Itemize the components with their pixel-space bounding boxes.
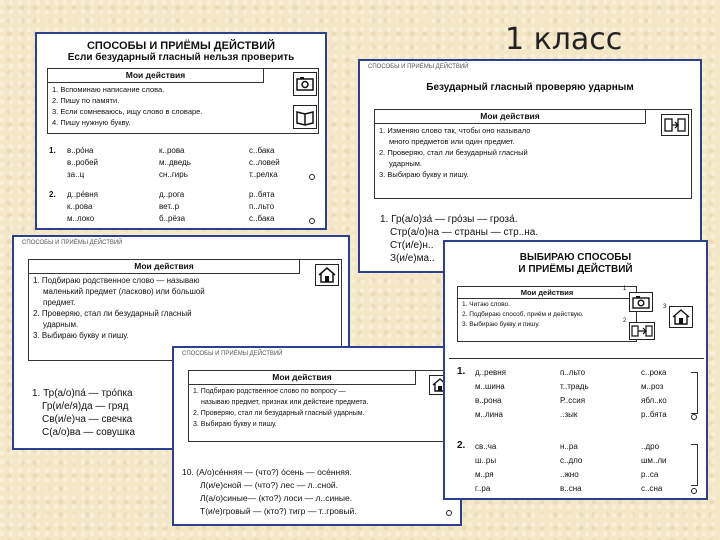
card1-subtitle: Если безударный гласный нельзя проверить	[67, 52, 295, 63]
bracket	[691, 372, 698, 414]
example-line: 10. (А/о)се́нняя — (что?) о́сень — осе́нняя.	[182, 467, 352, 477]
word: н..ра	[560, 442, 578, 451]
card5-tag: 2	[623, 318, 627, 324]
word: д..ревня	[475, 368, 507, 377]
card2-step: 3. Выбираю букву и пишу.	[379, 170, 469, 179]
word: ..дро	[641, 442, 660, 451]
word: м..дведь	[159, 158, 191, 167]
example-line: Ст(и/е)н..	[390, 240, 434, 251]
word: г..ра	[475, 484, 491, 493]
card5-tag: 3	[663, 304, 667, 310]
card4-header: СПОСОБЫ И ПРИЁМЫ ДЕЙСТВИЙ	[182, 351, 283, 357]
word: м..роз	[641, 382, 664, 391]
word: м..лина	[475, 410, 503, 419]
card3-step: 1. Подбираю родственное слово — называю	[33, 276, 200, 285]
word: вет..р	[159, 202, 180, 211]
card4-actions-box	[188, 370, 454, 442]
word: св..ча	[475, 442, 497, 451]
word: р..са	[641, 470, 659, 479]
word: м..локо	[67, 214, 95, 223]
card2-step: 1. Изменяю слово так, чтобы оно называло	[379, 126, 531, 135]
word: м..ря	[475, 470, 494, 479]
card5-title: ВЫБИРАЮ СПОСОБЫ	[519, 252, 632, 263]
card2-step: много предметов или один предмет.	[389, 137, 515, 146]
card5-divider	[449, 358, 704, 359]
bracket	[691, 444, 698, 486]
word: с..дло	[560, 456, 583, 465]
card1-ex1-number: 1.	[49, 146, 56, 155]
swap-arrows-icon	[629, 322, 655, 340]
word: к..рова	[159, 146, 185, 155]
word: за..ц	[67, 170, 85, 179]
card1-step: 1. Вспоминаю написание слова.	[52, 85, 165, 94]
card1-ex2-col	[249, 189, 275, 225]
card3-examples	[32, 387, 135, 439]
card1-step: 3. Если сомневаюсь, ищу слово в словаре.	[52, 107, 203, 116]
card3-step: маленький предмет (ласково) или большой	[43, 287, 205, 296]
card-choose-method	[443, 240, 708, 500]
card5-step: 3. Выбираю букву и пишу.	[462, 321, 540, 328]
word: в..рона	[475, 396, 502, 405]
card5-actions-box	[457, 286, 637, 342]
card4-step: 3. Выбираю букву и пишу.	[193, 421, 277, 428]
card1-ex1-col	[67, 145, 98, 181]
house-icon	[315, 264, 339, 286]
card5-tag: 1	[623, 286, 627, 292]
example-line: 1. Гр(а/о)за́ — гро́зы — гроза́.	[380, 214, 518, 225]
word: п..льто	[249, 202, 275, 211]
card5-step: 1. Читаю слово.	[462, 301, 510, 308]
card5-ex2-col	[475, 440, 496, 496]
answer-circle	[446, 510, 452, 516]
word: с..ловей	[249, 158, 280, 167]
swap-arrows-icon	[661, 114, 689, 136]
card4-box-title: Мои действия	[189, 371, 416, 385]
word: п..льто	[560, 368, 586, 377]
card4-step: 1. Подбираю родственное слово по вопросу —	[193, 388, 346, 395]
card1-box-title: Мои действия	[48, 69, 264, 83]
word: с..сна	[641, 484, 663, 493]
example-line: Гр(и/е/я)да — гряд	[42, 401, 129, 412]
word: д..рога	[159, 190, 185, 199]
example-line: Л(а/о)синые— (кто?) лоси — л..синые.	[200, 493, 353, 503]
word: б..рёза	[159, 214, 186, 223]
camera-icon	[293, 72, 317, 96]
example-line: Л(и/е)сной — (что?) лес — л..сной.	[200, 480, 339, 490]
card5-ex2-col	[560, 440, 582, 496]
example-line: С(а/о)ва — совушка	[42, 427, 136, 438]
card1-ex2-number: 2.	[49, 190, 56, 199]
card5-ex1-col	[641, 366, 667, 422]
word: ябл..ко	[641, 396, 667, 405]
example-line: Св(и/е)ча — свечка	[42, 414, 133, 425]
card5-ex1-number: 1.	[457, 366, 466, 377]
card5-subtitle: И ПРИЁМЫ ДЕЙСТВИЙ	[518, 264, 633, 275]
word: с..бака	[249, 214, 275, 223]
card1-ex2-col	[67, 189, 98, 225]
card-unchecked-vowel	[35, 32, 327, 230]
card-question-word	[172, 346, 462, 526]
example-line: Стр(а/о)на — страны — стр..на.	[390, 227, 539, 238]
answer-circle	[309, 174, 315, 180]
word: шм..ли	[641, 456, 667, 465]
card4-examples	[182, 466, 357, 518]
card3-step: ударным.	[43, 320, 79, 329]
word: р..бята	[249, 190, 275, 199]
card2-title: Безударный гласный проверяю ударным	[426, 82, 634, 93]
page-title: 1 класс	[505, 22, 623, 57]
card3-step: 2. Проверяю, стал ли безударный гласный	[33, 309, 192, 318]
card2-step: 2. Проверяю, стал ли безударный гласный	[379, 148, 528, 157]
card4-step: 2. Проверяю, стал ли безударный гласный ударным.	[193, 410, 365, 417]
word: р..бята	[641, 410, 667, 419]
word: д..ре́вня	[67, 190, 99, 199]
example-line: З(и/е)ма..	[390, 253, 435, 264]
house-icon	[669, 306, 693, 328]
word: в..робей	[67, 158, 99, 167]
word: ..зык	[560, 410, 578, 419]
card4-step: называю предмет, признак или действие предмета.	[201, 399, 369, 406]
card2-header: СПОСОБЫ И ПРИЁМЫ ДЕЙСТВИЙ	[368, 64, 469, 70]
answer-circle	[309, 218, 315, 224]
card1-ex2-col	[159, 189, 185, 225]
word: сн..гирь	[159, 170, 188, 179]
word: ..жно	[560, 470, 579, 479]
card5-step: 2. Подбираю способ, приём и действую.	[462, 311, 584, 318]
card5-ex2-number: 2.	[457, 440, 466, 451]
example-line: 1. Тр(а/о)па́ — тро́пка	[32, 388, 133, 399]
card1-step: 4. Пишу нужную букву.	[52, 118, 131, 127]
card2-box-title: Мои действия	[375, 110, 646, 124]
word: с..бака	[249, 146, 275, 155]
card5-ex2-col	[641, 440, 667, 496]
answer-circle	[691, 488, 697, 494]
card1-ex1-col	[159, 145, 191, 181]
card5-ex1-col	[475, 366, 506, 422]
word: в..сна	[560, 484, 582, 493]
card2-actions-box	[374, 109, 692, 199]
card1-ex1-col	[249, 145, 280, 181]
card3-box-title: Мои действия	[29, 260, 300, 274]
card1-title: СПОСОБЫ И ПРИЁМЫ ДЕЙСТВИЙ	[86, 40, 276, 52]
card3-step: предмет.	[43, 298, 76, 307]
example-line: Т(и/е)гровый — (кто?) тигр — т..гровый.	[200, 506, 357, 516]
word: Р..ссия	[560, 396, 586, 405]
word: к..рова	[67, 202, 93, 211]
word: ш..ры	[475, 456, 497, 465]
card3-header: СПОСОБЫ И ПРИЁМЫ ДЕЙСТВИЙ	[22, 240, 123, 246]
word: м..шина	[475, 382, 505, 391]
word: в..ро́на	[67, 146, 94, 155]
word: т..релка	[249, 170, 278, 179]
card3-step: 3. Выбираю букву и пишу.	[33, 331, 129, 340]
answer-circle	[691, 414, 697, 420]
book-icon	[293, 105, 317, 129]
card1-step: 2. Пишу по памяти.	[52, 96, 120, 105]
card5-ex1-col	[560, 366, 589, 422]
word: с..рока	[641, 368, 667, 377]
camera-icon	[629, 292, 653, 312]
card2-step: ударным.	[389, 159, 422, 168]
card1-actions-box	[47, 68, 319, 134]
card5-box-title: Мои действия	[458, 287, 636, 299]
word: т..традь	[560, 382, 589, 391]
